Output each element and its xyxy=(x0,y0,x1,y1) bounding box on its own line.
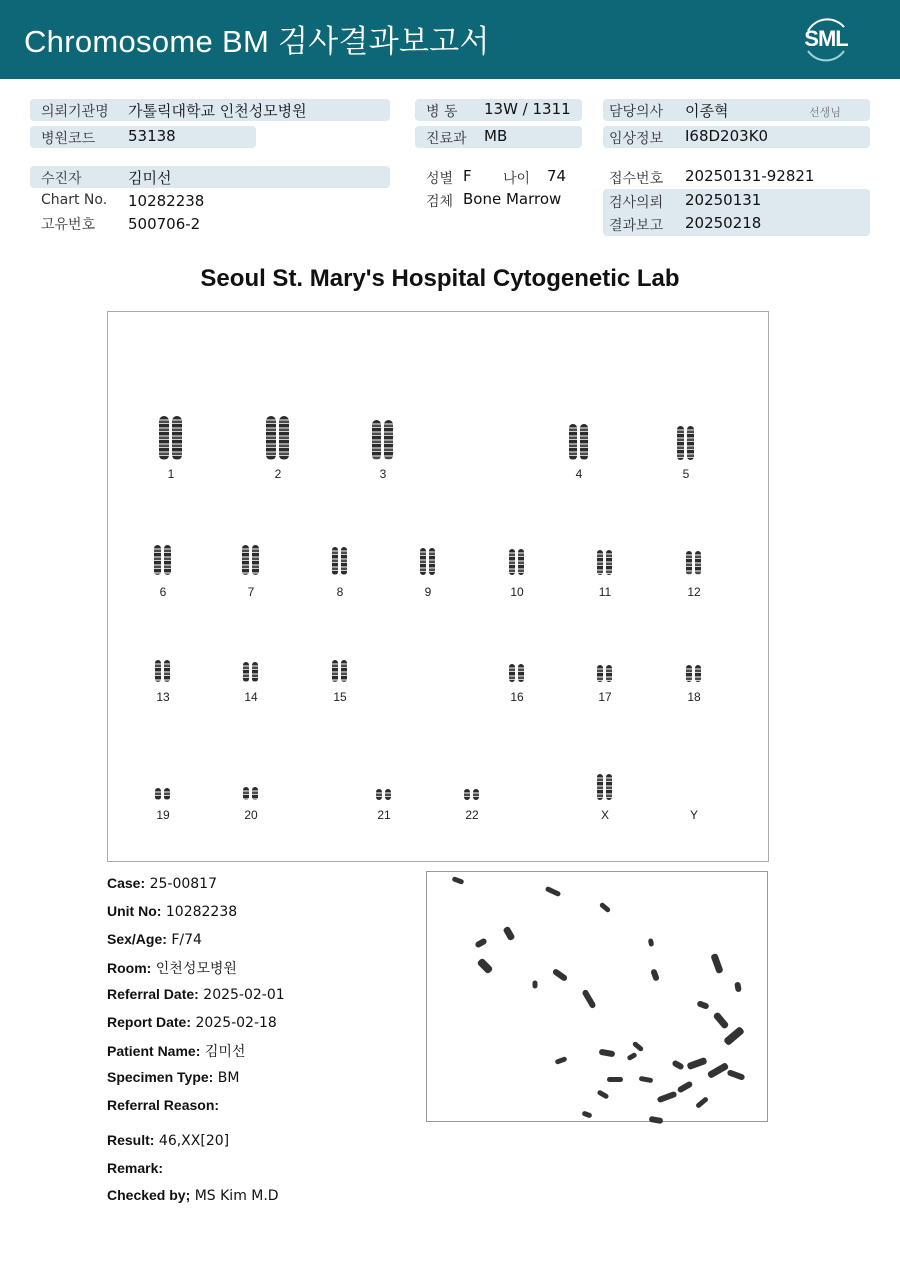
chromatid xyxy=(518,664,524,682)
chromatid xyxy=(252,787,258,800)
chromosome-label: 16 xyxy=(510,690,524,704)
chromatid xyxy=(242,545,249,575)
metaphase-chromosome xyxy=(502,926,515,942)
reason-label: Referral Reason: xyxy=(107,1097,220,1113)
chromatid xyxy=(341,660,347,682)
metaphase-chromosome xyxy=(607,1077,623,1082)
chromosome-label: 20 xyxy=(244,808,258,822)
unit-line xyxy=(107,903,237,920)
metaphase-chromosome xyxy=(657,1091,678,1103)
chromosome-label: 10 xyxy=(510,585,524,599)
chromatid xyxy=(464,789,470,800)
chromosome-pair-image xyxy=(509,549,524,575)
room-label: Room: xyxy=(107,960,152,976)
age-label: 나이 xyxy=(503,171,531,187)
metaphase-chromosome xyxy=(650,968,660,981)
chromosome-label: 2 xyxy=(274,467,282,481)
checked-label: Checked by; xyxy=(107,1187,191,1203)
doctor-suffix: 선생님 xyxy=(809,106,841,119)
chromatid xyxy=(243,662,249,682)
metaphase-chromosome xyxy=(734,982,742,993)
hospital-code-label: 병원코드 xyxy=(41,131,96,147)
chromosome-label: 8 xyxy=(336,585,344,599)
metaphase-chromosome xyxy=(626,1052,637,1061)
chromosome-pair-image xyxy=(372,420,393,460)
chromosome-pair-image xyxy=(242,545,259,575)
metaphase-chromosome xyxy=(648,938,654,947)
chromosome-pair-image xyxy=(376,789,391,800)
chart-label: Chart No. xyxy=(41,192,108,208)
metaphase-chromosome xyxy=(695,1096,709,1109)
chromosome-pair-image xyxy=(686,665,701,682)
sex-value: F xyxy=(463,167,472,185)
reason-line xyxy=(107,1097,219,1114)
patient-field xyxy=(30,166,390,188)
metaphase-chromosome xyxy=(599,1049,616,1058)
chromosome-pair-image xyxy=(243,662,258,682)
room-value: 인천성모병원 xyxy=(155,961,237,977)
logo-text: SML xyxy=(804,26,848,51)
chromatid xyxy=(376,789,382,800)
chromosome-pair-image xyxy=(243,787,258,800)
referral-line xyxy=(107,986,285,1003)
clinical-label: 임상정보 xyxy=(609,131,664,147)
chromosome-label: 21 xyxy=(377,808,391,822)
chromosome-label: 7 xyxy=(247,585,255,599)
chromosome-pair-image xyxy=(569,424,588,460)
metaphase-chromosome xyxy=(723,1026,745,1046)
chromatid xyxy=(509,549,515,575)
metaphase-chromosome xyxy=(639,1076,654,1083)
metaphase-chromosome xyxy=(474,937,487,948)
chromosome-pair-image xyxy=(266,416,289,460)
patient-value: 김미선 xyxy=(128,169,172,187)
chromosome-pair-image xyxy=(464,789,479,800)
case-label: Case: xyxy=(107,875,146,891)
checked-value: MS Kim M.D xyxy=(194,1188,279,1204)
chromatid xyxy=(279,416,289,460)
chromatid xyxy=(252,662,258,682)
chromatid xyxy=(597,550,603,575)
specimen-type-value: BM xyxy=(217,1070,240,1086)
chromosome-label: 4 xyxy=(575,467,583,481)
referral-value: 2025-02-01 xyxy=(203,987,285,1003)
remark-label: Remark: xyxy=(107,1160,164,1176)
metaphase-chromosome xyxy=(696,1000,709,1010)
chromosome-pair-image xyxy=(509,664,524,682)
metaphase-chromosome xyxy=(452,876,465,885)
checked-line xyxy=(107,1187,279,1204)
metaphase-chromosome xyxy=(599,902,611,914)
chromosome-pair-image xyxy=(597,774,612,800)
metaphase-chromosome xyxy=(632,1041,644,1053)
metaphase-chromosome xyxy=(477,958,494,975)
department-label: 진료과 xyxy=(426,131,467,147)
chromosome-pair-image xyxy=(154,545,171,575)
metaphase-chromosome xyxy=(545,886,562,897)
chromosome-label: 6 xyxy=(159,585,167,599)
result-line xyxy=(107,1132,229,1149)
remark-line xyxy=(107,1160,163,1177)
institution-label: 의뢰기관명 xyxy=(41,104,109,120)
unique-label: 고유번호 xyxy=(41,217,96,233)
chromatid xyxy=(164,788,170,800)
unit-label: Unit No: xyxy=(107,903,162,919)
chromatid xyxy=(172,416,182,460)
name-line xyxy=(107,1041,245,1061)
specimen-type-label: Specimen Type: xyxy=(107,1069,214,1085)
chromatid xyxy=(429,548,435,575)
institution-value: 가톨릭대학교 인천성모병원 xyxy=(128,102,307,120)
department-value: MB xyxy=(484,127,508,145)
metaphase-chromosome xyxy=(671,1059,684,1070)
chromosome-pair-image xyxy=(677,426,694,460)
chromatid xyxy=(154,545,161,575)
clinical-value: I68D203K0 xyxy=(685,127,769,145)
hospital-code-value: 53138 xyxy=(128,127,176,145)
chromatid xyxy=(473,789,479,800)
chromatid xyxy=(606,550,612,575)
metaphase-chromosome xyxy=(533,981,538,989)
chromatid xyxy=(686,665,692,682)
report-value: 20250218 xyxy=(685,214,762,232)
request-value: 20250131 xyxy=(685,191,762,209)
sexage-line xyxy=(107,931,202,948)
chromosome-label: Y xyxy=(689,808,698,822)
chromatid xyxy=(385,789,391,800)
chromatid xyxy=(164,545,171,575)
chromatid xyxy=(341,547,347,575)
unique-value: 500706-2 xyxy=(128,215,201,233)
chromatid xyxy=(686,551,692,575)
metaphase-chromosome xyxy=(649,1116,664,1124)
chromatid xyxy=(518,549,524,575)
chromosome-label: X xyxy=(600,808,609,822)
chromatid xyxy=(252,545,259,575)
chromatid xyxy=(695,551,701,575)
metaphase-chromosome xyxy=(710,953,723,974)
result-value: 46,XX[20] xyxy=(158,1133,230,1149)
chromosome-label: 18 xyxy=(687,690,701,704)
chromatid xyxy=(155,660,161,682)
name-value: 김미선 xyxy=(204,1044,246,1060)
ward-value: 13W / 1311 xyxy=(484,100,571,118)
sexage-value: F/74 xyxy=(171,932,202,948)
specimen-line xyxy=(107,1069,239,1086)
receipt-value: 20250131-92821 xyxy=(685,167,815,185)
chromatid xyxy=(164,660,170,682)
chromosome-label: 12 xyxy=(687,585,701,599)
receipt-label: 접수번호 xyxy=(609,171,664,187)
chromatid xyxy=(597,774,603,800)
metaphase-chromosome xyxy=(581,1110,592,1118)
chromosome-label: 22 xyxy=(465,808,479,822)
chromatid xyxy=(372,420,381,460)
unit-value: 10282238 xyxy=(165,904,238,920)
chromatid xyxy=(332,660,338,682)
chromatid xyxy=(695,665,701,682)
chromosome-label: 19 xyxy=(156,808,170,822)
lab-title: Seoul St. Mary's Hospital Cytogenetic Lab xyxy=(200,265,680,292)
chromatid xyxy=(243,787,249,800)
chromatid xyxy=(384,420,393,460)
chromosome-label: 1 xyxy=(167,467,175,481)
chromatid xyxy=(687,426,694,460)
sml-logo xyxy=(800,13,852,65)
metaphase-chromosome xyxy=(677,1080,694,1093)
case-value: 25-00817 xyxy=(149,876,217,892)
report-label: 결과보고 xyxy=(609,218,664,234)
chromatid xyxy=(580,424,588,460)
chromosome-label: 13 xyxy=(156,690,170,704)
metaphase-chromosome xyxy=(713,1011,730,1029)
chromosome-label: 14 xyxy=(244,690,258,704)
patient-label: 수진자 xyxy=(41,171,82,187)
specimen-value: Bone Marrow xyxy=(463,190,562,208)
metaphase-chromosome xyxy=(552,968,569,982)
chromosome-pair-image xyxy=(332,547,347,575)
metaphase-chromosome xyxy=(597,1089,610,1099)
specimen-label: 검체 xyxy=(426,194,454,210)
chromosome-label: 17 xyxy=(598,690,612,704)
metaphase-chromosome xyxy=(555,1056,568,1065)
chromosome-label: 9 xyxy=(424,585,432,599)
metaphase-chromosome xyxy=(727,1069,746,1081)
room-line xyxy=(107,958,237,978)
age-value: 74 xyxy=(547,167,567,185)
chromosome-pair-image xyxy=(686,551,701,575)
chromatid xyxy=(159,416,169,460)
chromatid xyxy=(569,424,577,460)
chromatid xyxy=(509,664,515,682)
result-label: Result: xyxy=(107,1132,155,1148)
metaphase-chromosome xyxy=(686,1057,707,1070)
name-label: Patient Name: xyxy=(107,1043,201,1059)
chromosome-pair-image xyxy=(155,660,170,682)
report-date-line xyxy=(107,1014,277,1031)
chromatid xyxy=(606,774,612,800)
case-line xyxy=(107,875,217,892)
chromosome-label: 3 xyxy=(379,467,387,481)
chromosome-label: 15 xyxy=(333,690,347,704)
metaphase-chromosome xyxy=(707,1062,730,1079)
chromatid xyxy=(266,416,276,460)
ward-label: 병 동 xyxy=(426,104,458,120)
sex-label: 성별 xyxy=(426,171,454,187)
chromosome-pair-image xyxy=(597,550,612,575)
chart-value: 10282238 xyxy=(128,192,205,210)
chromosome-pair-image xyxy=(597,665,612,682)
chromatid xyxy=(420,548,426,575)
chromatid xyxy=(155,788,161,800)
report-date-label: Report Date: xyxy=(107,1014,192,1030)
referral-label: Referral Date: xyxy=(107,986,199,1002)
request-label: 검사의뢰 xyxy=(609,195,664,211)
doctor-value: 이종혁 xyxy=(685,102,729,120)
karyogram-panel xyxy=(107,311,769,862)
chromosome-pair-image xyxy=(155,788,170,800)
report-date-value: 2025-02-18 xyxy=(195,1015,277,1031)
chromosome-label: 11 xyxy=(598,585,612,599)
chromatid xyxy=(332,547,338,575)
report-header xyxy=(0,0,900,79)
report-title: Chromosome BM 검사결과보고서 xyxy=(24,24,490,59)
chromatid xyxy=(597,665,603,682)
chromatid xyxy=(606,665,612,682)
doctor-label: 담당의사 xyxy=(609,104,664,120)
chromosome-label: 5 xyxy=(682,467,690,481)
chromosome-pair-image xyxy=(420,548,435,575)
chromosome-pair-image xyxy=(159,416,182,460)
chromosome-pair-image xyxy=(332,660,347,682)
chromatid xyxy=(677,426,684,460)
sexage-label: Sex/Age: xyxy=(107,931,167,947)
metaphase-chromosome xyxy=(581,989,596,1009)
metaphase-image xyxy=(426,871,768,1122)
